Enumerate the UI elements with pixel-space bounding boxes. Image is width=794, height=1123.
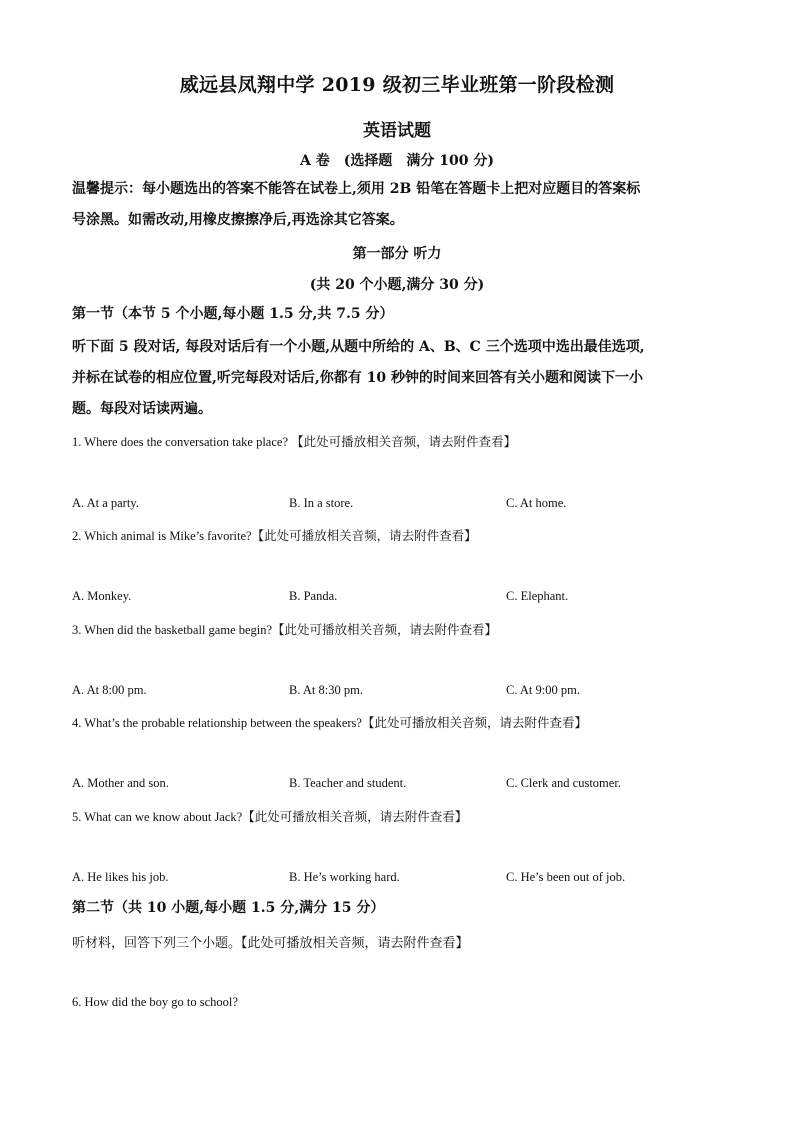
- q2-option-b: B. Panda.: [289, 589, 338, 603]
- section1-instruction-2: 并标在试卷的相应位置,听完每段对话后,你都有 10 秒钟的时间来回答有关小题和阅读下一小: [72, 370, 643, 386]
- part1-subheading: (共 20 个小题,满分 30 分): [309, 277, 485, 293]
- section2-heading: 第二节（共 10 小题,每小题 1.5 分,满分 15 分）: [72, 900, 385, 916]
- question-6: 6. How did the boy go to school?: [72, 995, 238, 1009]
- q1-option-c: C. At home.: [506, 496, 567, 510]
- question-5: 5. What can we know about Jack?【此处可播放相关音频，请去附件查看】: [72, 810, 468, 824]
- q3-option-b: B. At 8:30 pm.: [289, 683, 363, 697]
- q4-option-c: C. Clerk and customer.: [506, 776, 621, 790]
- notice-line-1: 温馨提示：每小题选出的答案不能答在试卷上,须用 2B 铅笔在答题卡上把对应题目的答案标: [72, 181, 641, 197]
- q4-option-b: B. Teacher and student.: [289, 776, 407, 790]
- section1-instruction-1: 听下面 5 段对话, 每段对话后有一个小题,从题中所给的 A、B、C 三个选项中选出最佳选项,: [72, 339, 645, 355]
- q1-option-b: B. In a store.: [289, 496, 354, 510]
- section2-instruction: 听材料，回答下列三个小题。【此处可播放相关音频，请去附件查看】: [72, 936, 469, 951]
- q5-option-b: B. He’s working hard.: [289, 870, 400, 884]
- q2-option-a: A. Monkey.: [72, 589, 132, 603]
- question-1: 1. Where does the conversation take place? 【此处可播放相关音频，请去附件查看】: [72, 435, 517, 449]
- exam-title: 威远县凤翔中学 2019 级初三毕业班第一阶段检测: [179, 74, 615, 96]
- question-2: 2. Which animal is Mike’s favorite?【此处可播放相关音频，请去附件查看】: [72, 529, 477, 543]
- paper-a-label: A 卷 (选择题 满分 100 分): [300, 153, 494, 169]
- q3-option-a: A. At 8:00 pm.: [72, 683, 147, 697]
- notice-line-2: 号涂黑。如需改动,用橡皮擦擦净后,再选涂其它答案。: [72, 212, 404, 228]
- q4-option-a: A. Mother and son.: [72, 776, 169, 790]
- section1-heading: 第一节（本节 5 个小题,每小题 1.5 分,共 7.5 分）: [72, 306, 394, 322]
- q5-option-a: A. He likes his job.: [72, 870, 169, 884]
- question-4: 4. What’s the probable relationship between the speakers?【此处可播放相关音频，请去附件查看】: [72, 716, 587, 730]
- q5-option-c: C. He’s been out of job.: [506, 870, 626, 884]
- q1-option-a: A. At a party.: [72, 496, 139, 510]
- question-3: 3. When did the basketball game begin?【此处可播放相关音频，请去附件查看】: [72, 623, 498, 637]
- exam-subject: 英语试题: [363, 121, 431, 141]
- part1-heading: 第一部分 听力: [352, 246, 442, 262]
- section1-instruction-3: 题。每段对话读两遍。: [72, 401, 212, 417]
- q3-option-c: C. At 9:00 pm.: [506, 683, 580, 697]
- q2-option-c: C. Elephant.: [506, 589, 569, 603]
